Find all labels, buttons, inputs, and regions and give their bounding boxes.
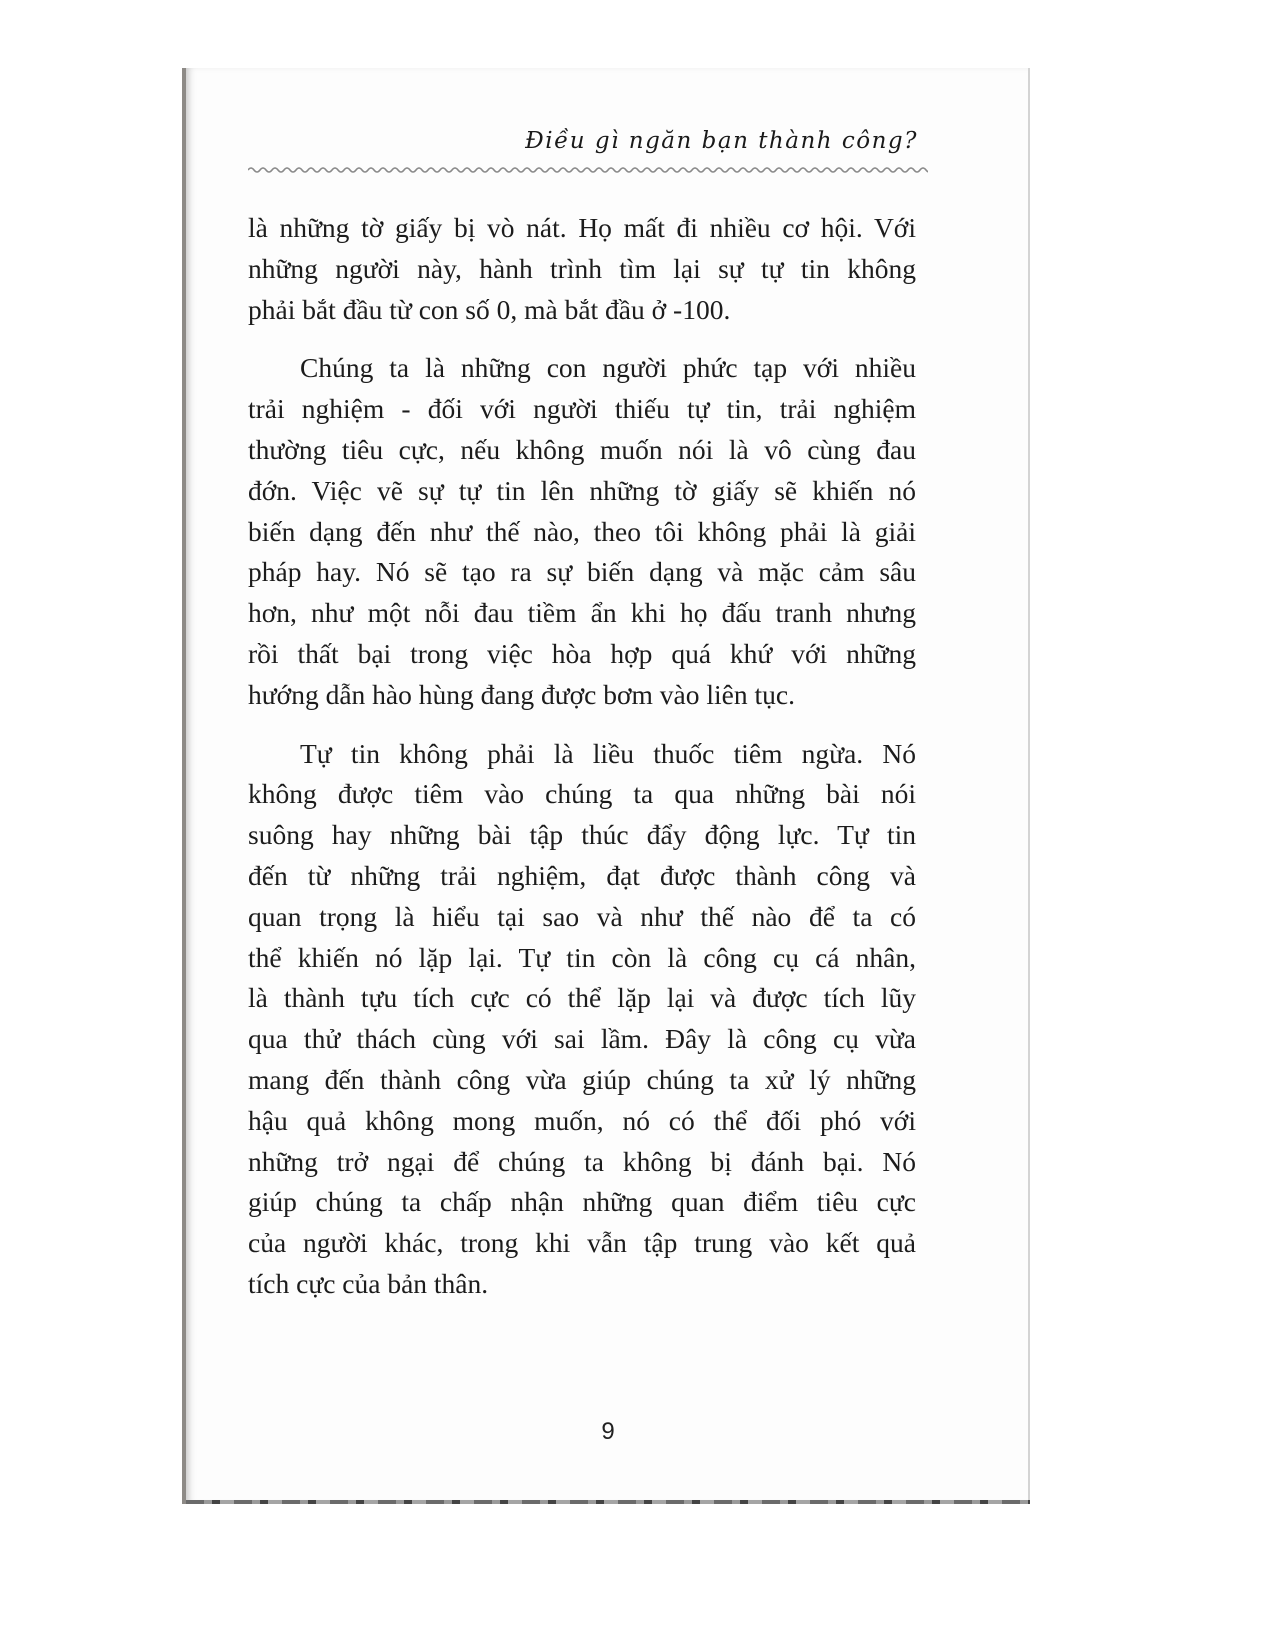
text-line: suông hay những bài tập thúc đẩy động lực. Tự tin	[248, 819, 916, 851]
text-line: quan trọng là hiểu tại sao và như thế nào để ta có	[248, 900, 916, 932]
paragraph	[248, 208, 916, 330]
book-page	[182, 68, 1030, 1504]
text-line: phải bắt đầu từ con số 0, mà bắt đầu ở -100.	[248, 293, 731, 325]
text-line: hướng dẫn hào hùng đang được bơm vào liên tục.	[248, 678, 795, 710]
text-line: những trở ngại để chúng ta không bị đánh bại. Nó	[248, 1145, 916, 1177]
body-text	[248, 208, 916, 1305]
page-edge	[1028, 68, 1030, 1504]
text-line: qua thử thách cùng với sai lầm. Đây là công cụ vừa	[248, 1023, 916, 1055]
text-line: thường tiêu cực, nếu không muốn nói là vô cùng đau	[248, 433, 916, 465]
text-line: đớn. Việc vẽ sự tự tin lên những tờ giấy sẽ khiến nó	[248, 474, 916, 506]
running-head: Điều gì ngăn bạn thành công?	[525, 128, 918, 154]
page-bottom-edge	[186, 1500, 1030, 1504]
paragraph	[248, 734, 916, 1305]
paragraph	[248, 348, 916, 715]
text-line: những người này, hành trình tìm lại sự tự tin không	[248, 252, 916, 284]
text-line: là những tờ giấy bị vò nát. Họ mất đi nhiều cơ hội. Với	[248, 212, 916, 243]
wavy-rule-divider	[248, 165, 928, 175]
page-number: 9	[601, 1418, 615, 1445]
text-line: của người khác, trong khi vẫn tập trung vào kết quả	[248, 1227, 916, 1259]
text-line: rồi thất bại trong việc hòa hợp quá khứ với những	[248, 637, 916, 669]
text-line: đến từ những trải nghiệm, đạt được thành công và	[248, 859, 916, 891]
text-line: trải nghiệm - đối với người thiếu tự tin, trải nghiệm	[248, 393, 916, 425]
text-line: là thành tựu tích cực có thể lặp lại và được tích lũy	[248, 982, 916, 1014]
text-line: giúp chúng ta chấp nhận những quan điểm tiêu cực	[248, 1186, 916, 1218]
text-line: pháp hay. Nó sẽ tạo ra sự biến dạng và mặc cảm sâu	[248, 556, 916, 588]
text-line: hậu quả không mong muốn, nó có thể đối phó với	[248, 1104, 916, 1136]
text-line: mang đến thành công vừa giúp chúng ta xử lý những	[248, 1063, 916, 1095]
text-line: biến dạng đến như thế nào, theo tôi không phải là giải	[248, 515, 916, 547]
text-line: Tự tin không phải là liều thuốc tiêm ngừa. Nó	[300, 737, 916, 769]
text-line: tích cực của bản thân.	[248, 1267, 489, 1299]
text-line: không được tiêm vào chúng ta qua những bài nói	[248, 778, 916, 810]
text-line: Chúng ta là những con người phức tạp với nhiều	[300, 352, 916, 384]
text-line: hơn, như một nỗi đau tiềm ẩn khi họ đấu tranh nhưng	[248, 597, 916, 629]
text-line: thể khiến nó lặp lại. Tự tin còn là công cụ cá nhân,	[248, 941, 916, 973]
